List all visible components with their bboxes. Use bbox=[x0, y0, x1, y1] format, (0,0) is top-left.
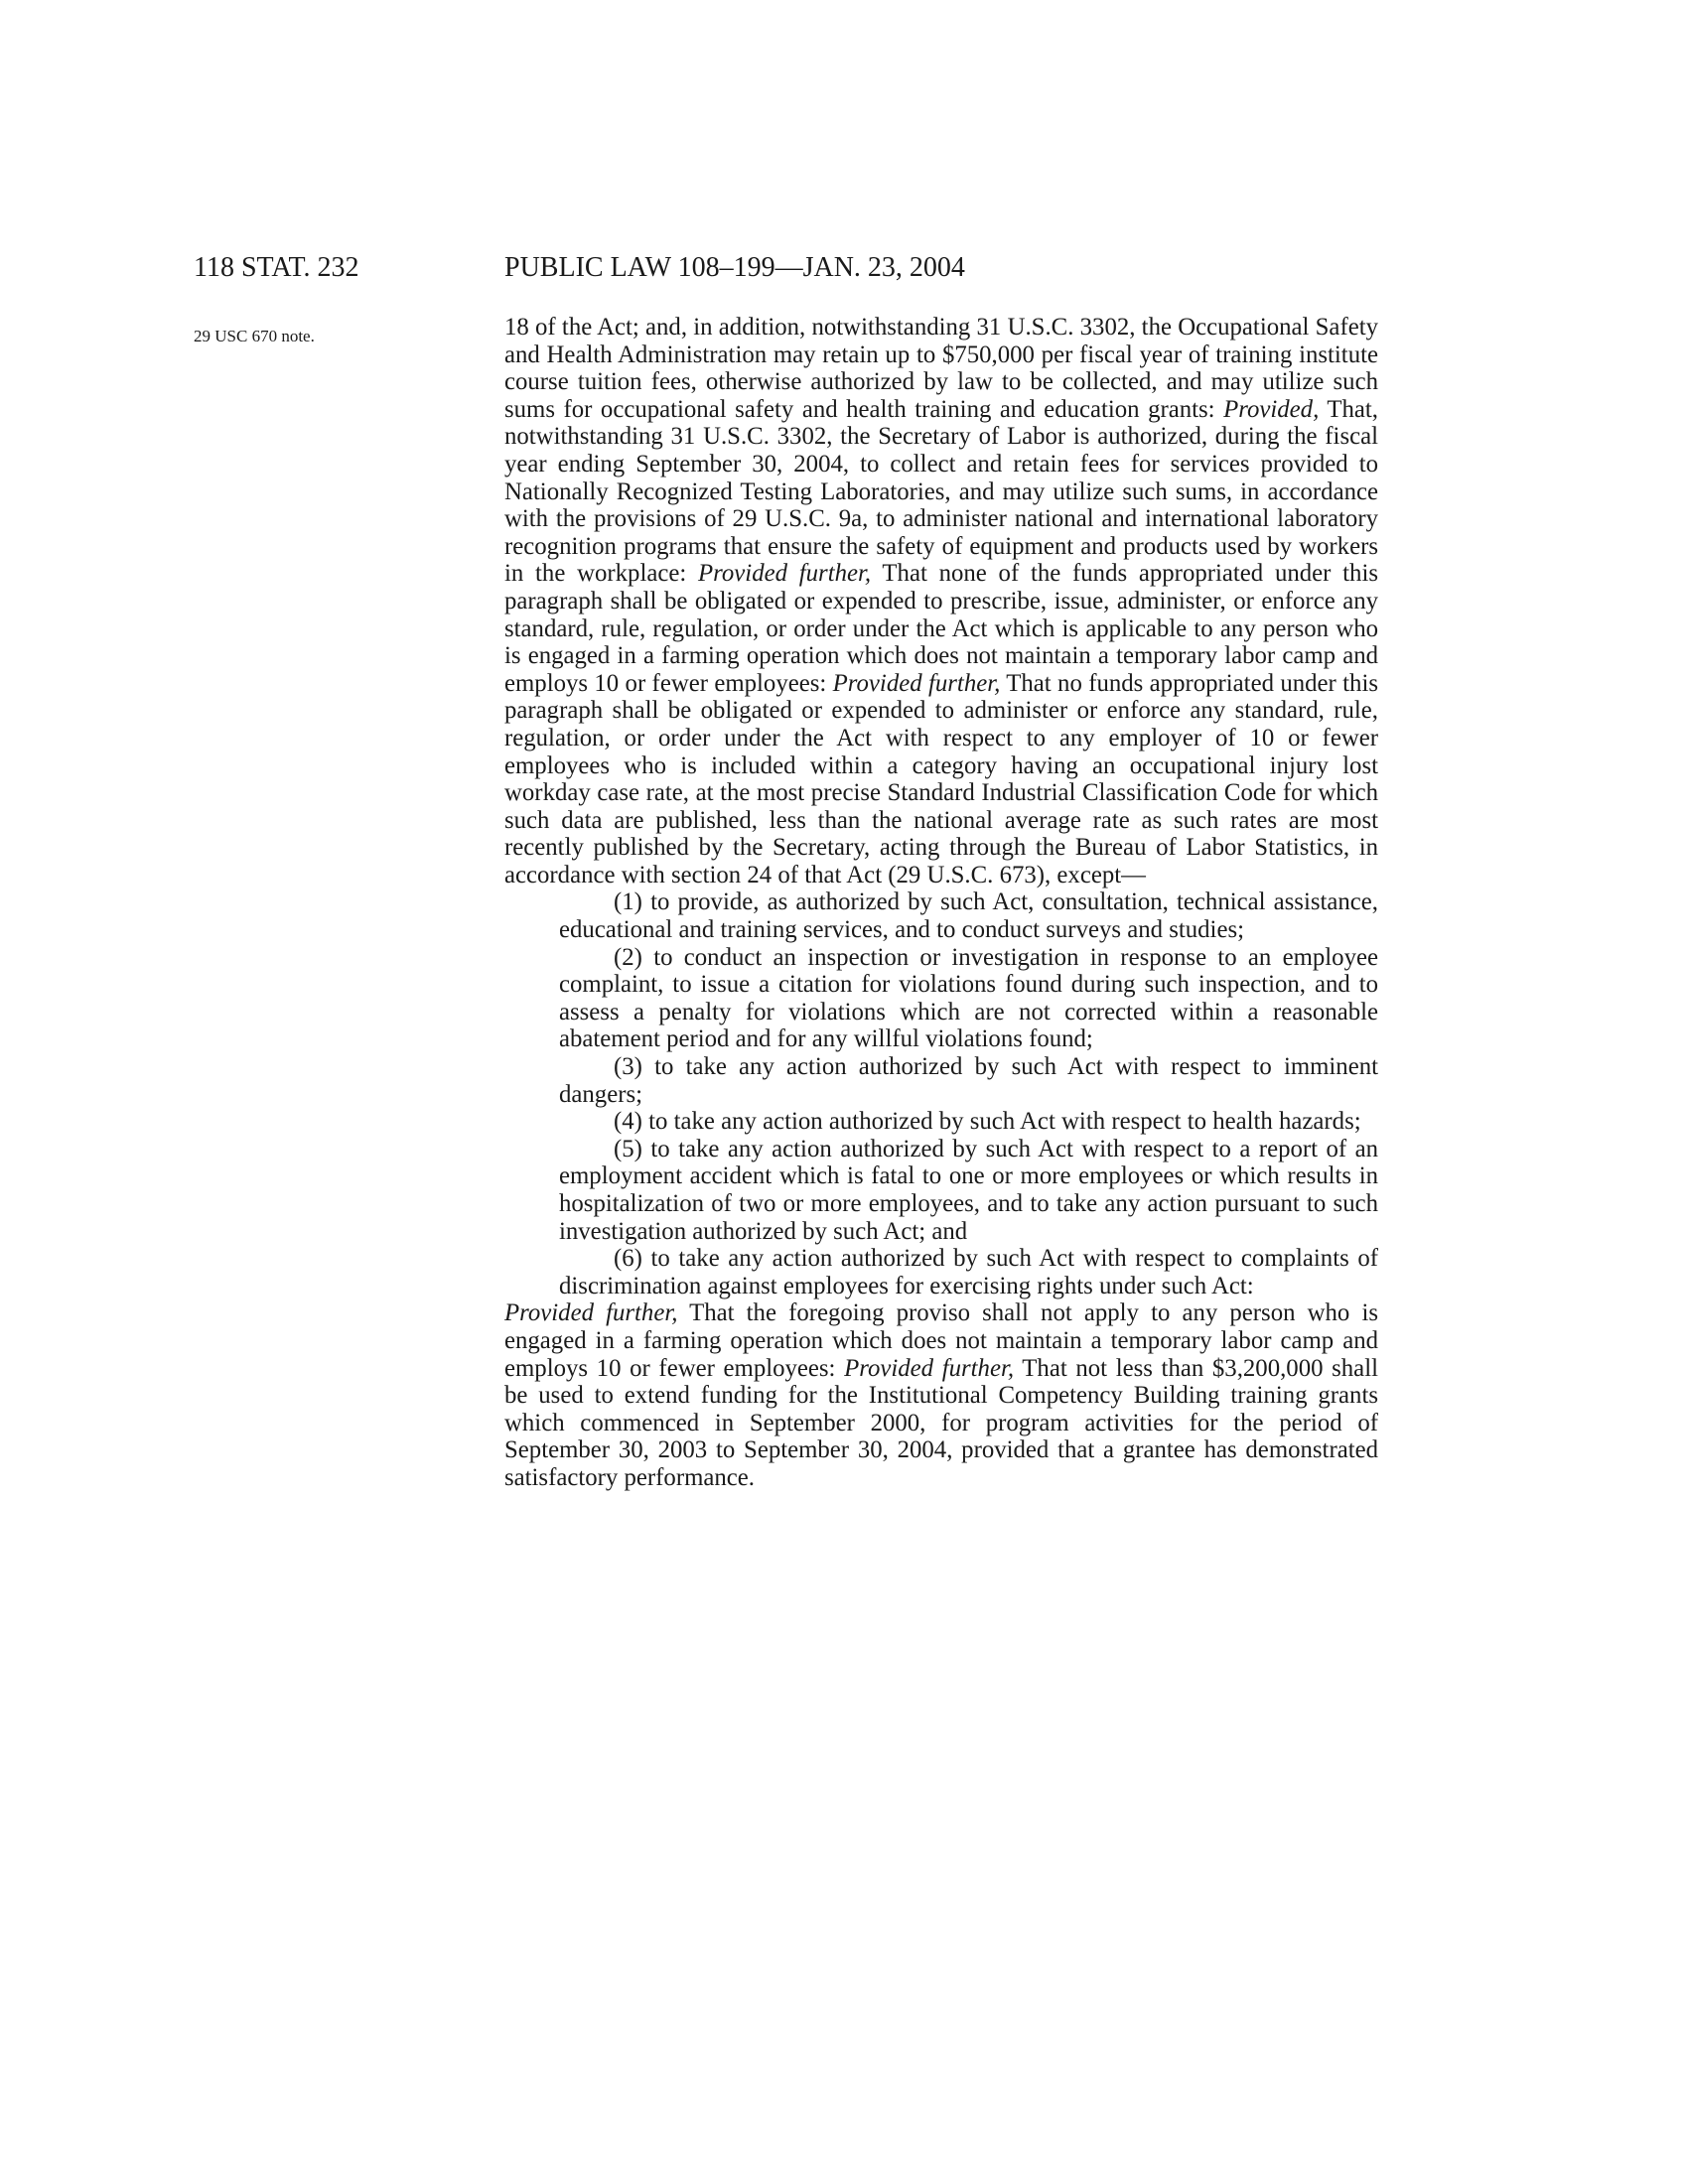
item-number: (6) bbox=[614, 1245, 642, 1273]
intro-text-1: 18 of the Act; and, in addition, notwithstanding 31 U.S.C. 3302, the Occupational Safety and Health Administration may retain up to $750,000 per fiscal year of training institute course tuition fees, otherwise authorized by law to be collected, and may utilize such sums for occupational safety and health training and education grants: bbox=[504, 314, 1378, 423]
item-text: to take any action authorized by such Act with respect to health hazards; bbox=[648, 1108, 1361, 1136]
item-text: to take any action authorized by such Act with respect to a report of an employment accident which is fatal to one or more employees or which results in hospitalization of two or more employees, and to take any action pursuant to such investigation authorized by such Act; and bbox=[559, 1135, 1378, 1245]
list-item bbox=[504, 1136, 1378, 1245]
item-number: (4) bbox=[614, 1108, 642, 1136]
list-item bbox=[504, 1053, 1378, 1108]
proviso-label-2: Provided further, bbox=[698, 560, 872, 588]
page-header bbox=[0, 248, 1688, 288]
proviso-label-1: Provided, bbox=[1223, 395, 1320, 423]
item-text: to conduct an inspection or investigation in response to an employee complaint, to issue a citation for violations found during such inspection, and to assess a penalty for violations which are not corrected within a reasonable abatement period and for any willful violations found; bbox=[559, 943, 1378, 1053]
list-item bbox=[504, 944, 1378, 1053]
closing-text-2: That not less than $3,200,000 shall be used to extend funding for the Institutional Competency Building training grants which commenced in September 2000, for program activities for the period of September 30, 2003 to September 30, 2004, provided that a grantee has demonstrated satisfactory performance. bbox=[504, 1354, 1378, 1491]
item-number: (5) bbox=[614, 1135, 642, 1162]
public-law-title: PUBLIC LAW 108–199—JAN. 23, 2004 bbox=[504, 252, 965, 283]
item-number: (2) bbox=[614, 943, 642, 971]
intro-text-2: That, notwithstanding 31 U.S.C. 3302, the Secretary of Labor is authorized, during the fiscal year ending September 30, 2004, to collect and retain fees for services provided to Nationally Recognized Testing Laboratories, and may utilize such sums, in accordance with the provisions of 29 U.S.C. 9a, to administer national and international laboratory recognition programs that ensure the safety of equipment and products used by workers in the workplace: bbox=[504, 395, 1378, 588]
item-text: to take any action authorized by such Act with respect to complaints of discrimination against employees for exercising rights under such Act: bbox=[559, 1245, 1378, 1299]
statute-body bbox=[504, 314, 1378, 1492]
item-number: (1) bbox=[614, 888, 642, 916]
statute-page-reference: 118 STAT. 232 bbox=[194, 252, 359, 283]
list-item bbox=[504, 1108, 1378, 1136]
item-number: (3) bbox=[614, 1053, 642, 1081]
intro-text-3: That none of the funds appropriated under this paragraph shall be obligated or expended to prescribe, issue, administer, or enforce any standard, rule, regulation, or order under the Act which is applicable to any person who is engaged in a farming operation which does not maintain a temporary labor camp and employs 10 or fewer employees: bbox=[504, 560, 1378, 697]
intro-paragraph bbox=[504, 314, 1378, 888]
list-item bbox=[504, 888, 1378, 943]
item-text: to provide, as authorized by such Act, consultation, technical assistance, educational and training services, and to conduct surveys and studies; bbox=[559, 888, 1378, 944]
margin-citation-note: 29 USC 670 note. bbox=[194, 327, 315, 345]
item-text: to take any action authorized by such Act with respect to imminent dangers; bbox=[559, 1053, 1379, 1108]
closing-proviso-label-1: Provided further, bbox=[504, 1299, 678, 1327]
intro-text-4: That no funds appropriated under this paragraph shall be obligated or expended to administer or enforce any standard, rule, regulation, or order under the Act with respect to any employer of 10 or fewer employees who is included within a category having an occupational injury lost workday case rate, at the most precise Standard Industrial Classification Code for which such data are published, less than the national average rate as such rates are most recently published by the Secretary, acting through the Bureau of Labor Statistics, in accordance with section 24 of that Act (29 U.S.C. 673), except— bbox=[504, 669, 1378, 888]
closing-text-1: That the foregoing proviso shall not apply to any person who is engaged in a farming operation which does not maintain a temporary labor camp and employs 10 or fewer employees: bbox=[504, 1299, 1378, 1382]
list-item bbox=[504, 1245, 1378, 1299]
closing-paragraph bbox=[504, 1299, 1378, 1491]
closing-proviso-label-2: Provided further, bbox=[844, 1354, 1015, 1382]
proviso-label-3: Provided further, bbox=[832, 669, 1001, 697]
